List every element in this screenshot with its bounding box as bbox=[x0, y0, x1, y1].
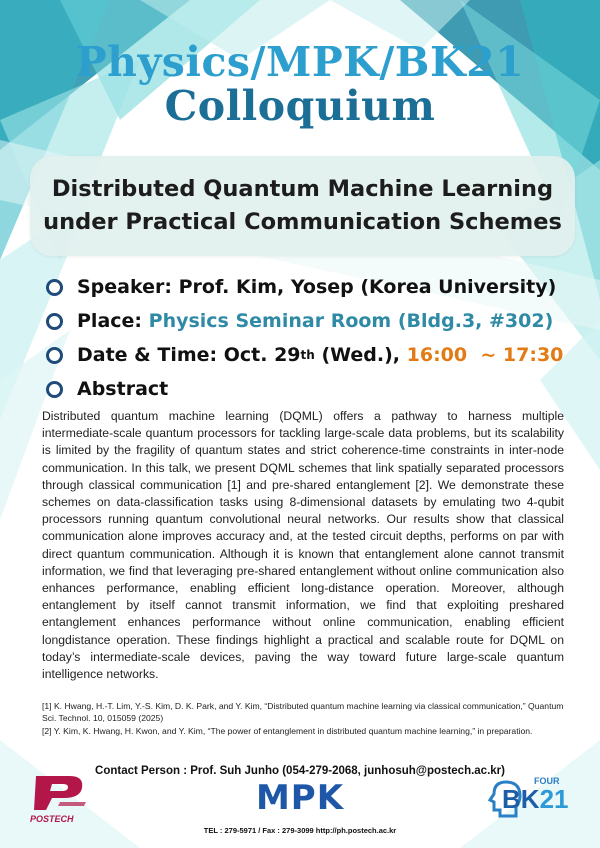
talk-title-line1: Distributed Quantum Machine Learning bbox=[51, 176, 554, 202]
abstract-heading-row bbox=[46, 378, 168, 400]
references bbox=[42, 700, 564, 738]
datetime-separator: ~ bbox=[480, 344, 497, 366]
postech-logo bbox=[30, 772, 90, 824]
place-row bbox=[46, 310, 553, 332]
place-label: Place: bbox=[77, 310, 143, 332]
talk-title bbox=[43, 173, 562, 239]
speaker-value: Prof. Kim, Yosep (Korea University) bbox=[178, 276, 557, 298]
postech-mark-icon bbox=[30, 772, 90, 812]
reference-item: [2] Y. Kim, K. Hwang, H. Kwon, and Y. Kim, “The power of entanglement in distributed quantum machine learning,” in preparation. bbox=[42, 726, 533, 736]
datetime-label: Date & Time: bbox=[77, 344, 218, 366]
mpk-logo bbox=[250, 778, 350, 822]
abstract-heading: Abstract bbox=[77, 378, 169, 400]
datetime-weekday: (Wed.), bbox=[321, 344, 401, 366]
bullet-icon bbox=[46, 313, 63, 330]
bk-text: BK bbox=[502, 784, 540, 814]
footer-contact: TEL : 279-5971 / Fax : 279-3099 http://ph.postech.ac.kr bbox=[203, 826, 397, 835]
contact-person: Contact Person : Prof. Suh Junho (054-279-2068, junhosuh@postech.ac.kr) bbox=[95, 765, 505, 777]
bk21-logo bbox=[488, 776, 578, 822]
datetime-end: 17:30 bbox=[502, 344, 564, 366]
abstract-body: Distributed quantum machine learning (DQML) offers a pathway to harness multiple intermediate-scale quantum processors for tackling large-scale data problems, but its scalability is limited by the fragility of quantum states and strict coherence-time constraints in inter-node communication. In this talk, we present DQML schemes that link spatially separated processors through classical communication [1] and pre-shared entanglement [2]. We demonstrate these schemes on data-classification tasks using 8-dimensional datasets by emulating two 4-qubit processors running quantum convolutional neural networks. Our results show that classical communication alone improves accuracy and, at the tested circuit depths, performs on par with direct quantum communication. Although it is known that entanglement alone cannot transmit information, we find that leveraging pre-shared entanglement without online communication also enhances performance, enabling efficient long-distance operation. Moreover, although entanglement by itself cannot transmit information, we find that exploiting preshared entanglement enhances performance without online communication, enabling efficient longdistance operation. These findings highlight a practical and scalable route for DQML on today’s intermediate-scale devices, paving the way toward future large-scale quantum intelligence networks. bbox=[42, 409, 564, 682]
datetime-row bbox=[46, 344, 563, 366]
datetime-date: Oct. 29 bbox=[223, 344, 301, 366]
mpk-logo-text: MPK bbox=[255, 778, 345, 818]
header-title-line1: Physics/MPK/BK21 bbox=[75, 38, 525, 86]
bullet-icon bbox=[46, 347, 63, 364]
bk21-four-text: FOUR bbox=[534, 776, 560, 786]
speaker-label: Speaker: bbox=[77, 276, 172, 298]
place-value: Physics Seminar Room (Bldg.3, #302) bbox=[148, 310, 554, 332]
bullet-icon bbox=[46, 279, 63, 296]
topic-box bbox=[30, 156, 575, 256]
bk-number-text: 21 bbox=[539, 784, 569, 814]
header-title-line2: Colloquium bbox=[164, 82, 436, 130]
reference-item: [1] K. Hwang, H.-T. Lim, Y.-S. Kim, D. K. Park, and Y. Kim, “Distributed quantum machine learning via classical communication,” Quantum Sci. Technol. 10, 015059 (2025) bbox=[42, 701, 564, 723]
datetime-start: 16:00 bbox=[406, 344, 468, 366]
talk-title-line2: under Practical Communication Schemes bbox=[43, 209, 562, 235]
speaker-row bbox=[46, 276, 556, 298]
postech-logo-text: POSTECH bbox=[30, 814, 74, 824]
bullet-icon bbox=[46, 381, 63, 398]
bk21-logo-text bbox=[502, 784, 568, 815]
datetime-date-suffix: th bbox=[300, 348, 315, 362]
